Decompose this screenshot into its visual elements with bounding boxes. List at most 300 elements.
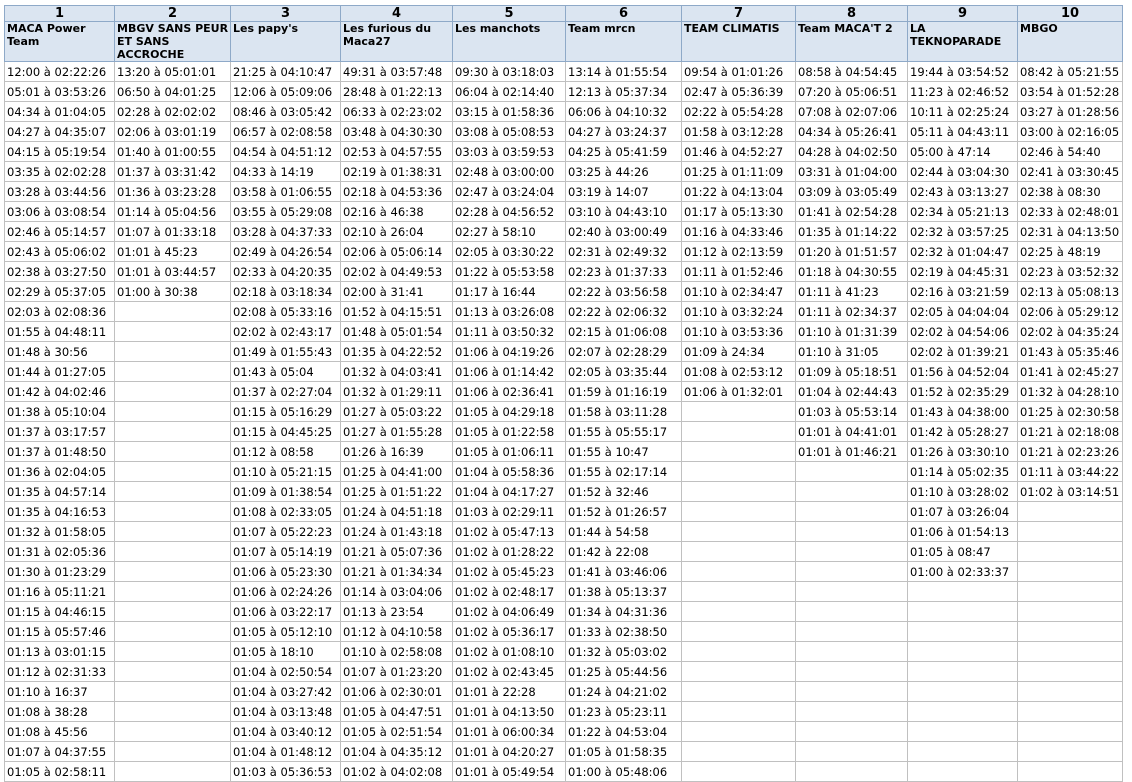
time-cell[interactable]: 02:53 à 04:57:55 [341,142,453,162]
time-cell[interactable]: 01:25 à 04:41:00 [341,462,453,482]
time-cell[interactable]: 04:34 à 01:04:05 [5,102,115,122]
time-cell[interactable]: 01:42 à 22:08 [566,542,682,562]
time-cell[interactable]: 01:24 à 01:43:18 [341,522,453,542]
time-cell[interactable]: 01:09 à 24:34 [682,342,796,362]
time-cell[interactable]: 01:07 à 04:37:55 [5,742,115,762]
time-cell[interactable]: 02:41 à 03:30:45 [1018,162,1123,182]
time-cell[interactable]: 02:16 à 03:21:59 [908,282,1018,302]
time-cell[interactable]: 05:00 à 47:14 [908,142,1018,162]
time-cell[interactable]: 01:41 à 02:54:28 [796,202,908,222]
time-cell[interactable]: 02:44 à 03:04:30 [908,162,1018,182]
time-cell[interactable]: 01:32 à 05:03:02 [566,642,682,662]
time-cell[interactable]: 02:46 à 05:14:57 [5,222,115,242]
time-cell[interactable]: 02:32 à 01:04:47 [908,242,1018,262]
time-cell[interactable]: 01:56 à 04:52:04 [908,362,1018,382]
time-cell[interactable] [796,742,908,762]
time-cell[interactable]: 01:11 à 03:50:32 [453,322,566,342]
time-cell[interactable]: 01:08 à 02:33:05 [231,502,341,522]
time-cell[interactable]: 02:47 à 05:36:39 [682,82,796,102]
time-cell[interactable]: 01:00 à 02:33:37 [908,562,1018,582]
time-cell[interactable] [908,742,1018,762]
time-cell[interactable]: 01:10 à 31:05 [796,342,908,362]
time-cell[interactable]: 03:08 à 05:08:53 [453,122,566,142]
time-cell[interactable]: 01:21 à 01:34:34 [341,562,453,582]
time-cell[interactable]: 02:06 à 03:01:19 [115,122,231,142]
time-cell[interactable]: 01:26 à 03:30:10 [908,442,1018,462]
time-cell[interactable] [682,642,796,662]
time-cell[interactable] [796,482,908,502]
time-cell[interactable]: 02:38 à 03:27:50 [5,262,115,282]
time-cell[interactable]: 01:38 à 05:10:04 [5,402,115,422]
time-cell[interactable]: 03:00 à 02:16:05 [1018,122,1123,142]
time-cell[interactable] [682,462,796,482]
time-cell[interactable]: 01:06 à 01:54:13 [908,522,1018,542]
time-cell[interactable]: 01:04 à 01:48:12 [231,742,341,762]
time-cell[interactable]: 01:01 à 01:46:21 [796,442,908,462]
time-cell[interactable]: 03:10 à 04:43:10 [566,202,682,222]
time-cell[interactable]: 01:32 à 01:58:05 [5,522,115,542]
time-cell[interactable]: 02:02 à 04:49:53 [341,262,453,282]
time-cell[interactable] [1018,562,1123,582]
time-cell[interactable]: 01:07 à 05:14:19 [231,542,341,562]
time-cell[interactable]: 02:25 à 48:19 [1018,242,1123,262]
time-cell[interactable]: 01:24 à 04:21:02 [566,682,682,702]
time-cell[interactable]: 01:37 à 03:31:42 [115,162,231,182]
time-cell[interactable] [1018,742,1123,762]
column-number-cell[interactable]: 10 [1018,6,1123,22]
time-cell[interactable]: 01:21 à 02:23:26 [1018,442,1123,462]
time-cell[interactable]: 04:25 à 05:41:59 [566,142,682,162]
time-cell[interactable]: 01:31 à 02:05:36 [5,542,115,562]
time-cell[interactable]: 01:02 à 01:28:22 [453,542,566,562]
column-number-cell[interactable]: 2 [115,6,231,22]
time-cell[interactable]: 03:35 à 02:02:28 [5,162,115,182]
time-cell[interactable]: 01:58 à 03:12:28 [682,122,796,142]
time-cell[interactable]: 01:05 à 01:22:58 [453,422,566,442]
time-cell[interactable]: 01:40 à 01:00:55 [115,142,231,162]
time-cell[interactable]: 02:05 à 03:35:44 [566,362,682,382]
time-cell[interactable]: 01:52 à 04:15:51 [341,302,453,322]
time-cell[interactable]: 01:15 à 05:16:29 [231,402,341,422]
time-cell[interactable]: 01:06 à 02:36:41 [453,382,566,402]
time-cell[interactable]: 02:00 à 31:41 [341,282,453,302]
time-cell[interactable]: 01:04 à 02:44:43 [796,382,908,402]
time-cell[interactable] [682,582,796,602]
time-cell[interactable] [796,682,908,702]
time-cell[interactable]: 03:54 à 01:52:28 [1018,82,1123,102]
time-cell[interactable]: 01:10 à 05:21:15 [231,462,341,482]
column-number-cell[interactable]: 4 [341,6,453,22]
column-number-cell[interactable]: 1 [5,6,115,22]
time-cell[interactable]: 49:31 à 03:57:48 [341,62,453,82]
time-cell[interactable]: 01:01 à 04:13:50 [453,702,566,722]
time-cell[interactable]: 04:34 à 05:26:41 [796,122,908,142]
team-name-cell[interactable]: Team MACA'T 2 [796,22,908,62]
time-cell[interactable]: 02:47 à 03:24:04 [453,182,566,202]
time-cell[interactable]: 01:03 à 05:36:53 [231,762,341,782]
time-cell[interactable]: 01:07 à 01:23:20 [341,662,453,682]
time-cell[interactable]: 02:40 à 03:00:49 [566,222,682,242]
time-cell[interactable]: 01:32 à 01:29:11 [341,382,453,402]
time-cell[interactable]: 01:07 à 01:33:18 [115,222,231,242]
time-cell[interactable]: 02:02 à 02:43:17 [231,322,341,342]
time-cell[interactable]: 01:09 à 01:38:54 [231,482,341,502]
time-cell[interactable]: 01:55 à 05:55:17 [566,422,682,442]
time-cell[interactable]: 08:58 à 04:54:45 [796,62,908,82]
time-cell[interactable]: 01:27 à 01:55:28 [341,422,453,442]
time-cell[interactable]: 02:13 à 05:08:13 [1018,282,1123,302]
time-cell[interactable]: 01:17 à 05:13:30 [682,202,796,222]
time-cell[interactable]: 01:08 à 02:53:12 [682,362,796,382]
time-cell[interactable] [115,362,231,382]
time-cell[interactable]: 01:55 à 02:17:14 [566,462,682,482]
time-cell[interactable]: 01:34 à 04:31:36 [566,602,682,622]
time-cell[interactable]: 01:13 à 03:01:15 [5,642,115,662]
time-cell[interactable]: 02:31 à 02:49:32 [566,242,682,262]
time-cell[interactable]: 01:10 à 03:53:36 [682,322,796,342]
time-cell[interactable]: 01:11 à 03:44:22 [1018,462,1123,482]
time-cell[interactable]: 01:58 à 03:11:28 [566,402,682,422]
time-cell[interactable]: 01:32 à 04:28:10 [1018,382,1123,402]
time-cell[interactable] [115,342,231,362]
time-cell[interactable] [115,322,231,342]
time-cell[interactable] [115,462,231,482]
time-cell[interactable] [115,642,231,662]
team-name-cell[interactable]: Team mrcn [566,22,682,62]
time-cell[interactable] [682,662,796,682]
time-cell[interactable] [796,702,908,722]
time-cell[interactable]: 13:14 à 01:55:54 [566,62,682,82]
time-cell[interactable]: 01:24 à 04:51:18 [341,502,453,522]
time-cell[interactable]: 01:37 à 03:17:57 [5,422,115,442]
time-cell[interactable] [682,682,796,702]
time-cell[interactable] [796,602,908,622]
time-cell[interactable]: 01:44 à 54:58 [566,522,682,542]
time-cell[interactable]: 01:01 à 06:00:34 [453,722,566,742]
time-cell[interactable]: 01:02 à 05:45:23 [453,562,566,582]
time-cell[interactable]: 01:12 à 02:31:33 [5,662,115,682]
time-cell[interactable]: 02:05 à 04:04:04 [908,302,1018,322]
time-cell[interactable] [908,622,1018,642]
time-cell[interactable]: 01:06 à 05:23:30 [231,562,341,582]
time-cell[interactable]: 01:06 à 02:24:26 [231,582,341,602]
time-cell[interactable] [796,762,908,782]
time-cell[interactable]: 01:14 à 03:04:06 [341,582,453,602]
time-cell[interactable]: 01:01 à 22:28 [453,682,566,702]
time-cell[interactable]: 02:23 à 01:37:33 [566,262,682,282]
time-cell[interactable]: 06:50 à 04:01:25 [115,82,231,102]
time-cell[interactable]: 01:10 à 03:32:24 [682,302,796,322]
time-cell[interactable]: 01:06 à 02:30:01 [341,682,453,702]
time-cell[interactable]: 11:23 à 02:46:52 [908,82,1018,102]
time-cell[interactable]: 01:22 à 05:53:58 [453,262,566,282]
time-cell[interactable] [682,442,796,462]
time-cell[interactable]: 02:05 à 03:30:22 [453,242,566,262]
time-cell[interactable]: 01:35 à 04:16:53 [5,502,115,522]
time-cell[interactable] [115,422,231,442]
time-cell[interactable]: 01:22 à 04:13:04 [682,182,796,202]
time-cell[interactable]: 12:06 à 05:09:06 [231,82,341,102]
time-cell[interactable]: 01:10 à 03:28:02 [908,482,1018,502]
team-name-cell[interactable]: Les furious du Maca27 [341,22,453,62]
team-name-cell[interactable]: MBGO [1018,22,1123,62]
time-cell[interactable]: 28:48 à 01:22:13 [341,82,453,102]
time-cell[interactable]: 01:13 à 23:54 [341,602,453,622]
time-cell[interactable] [908,722,1018,742]
time-cell[interactable]: 01:52 à 02:35:29 [908,382,1018,402]
time-cell[interactable]: 02:08 à 05:33:16 [231,302,341,322]
time-cell[interactable]: 03:15 à 01:58:36 [453,102,566,122]
time-cell[interactable]: 03:58 à 01:06:55 [231,182,341,202]
time-cell[interactable]: 04:28 à 04:02:50 [796,142,908,162]
time-cell[interactable]: 01:16 à 04:33:46 [682,222,796,242]
time-cell[interactable]: 01:16 à 05:11:21 [5,582,115,602]
time-cell[interactable] [908,582,1018,602]
time-cell[interactable]: 01:35 à 04:57:14 [5,482,115,502]
time-cell[interactable]: 01:32 à 04:03:41 [341,362,453,382]
time-cell[interactable] [682,602,796,622]
time-cell[interactable]: 06:57 à 02:08:58 [231,122,341,142]
time-cell[interactable] [908,642,1018,662]
time-cell[interactable]: 01:05 à 04:47:51 [341,702,453,722]
time-cell[interactable]: 01:05 à 01:58:35 [566,742,682,762]
time-cell[interactable]: 02:46 à 54:40 [1018,142,1123,162]
time-cell[interactable] [796,642,908,662]
time-cell[interactable]: 01:10 à 02:58:08 [341,642,453,662]
time-cell[interactable]: 01:02 à 05:36:17 [453,622,566,642]
time-cell[interactable]: 01:43 à 05:35:46 [1018,342,1123,362]
time-cell[interactable]: 02:22 à 03:56:58 [566,282,682,302]
time-cell[interactable]: 01:59 à 01:16:19 [566,382,682,402]
time-cell[interactable] [682,402,796,422]
time-cell[interactable]: 03:55 à 05:29:08 [231,202,341,222]
time-cell[interactable] [796,622,908,642]
team-name-cell[interactable]: LA TEKNOPARADE [908,22,1018,62]
time-cell[interactable]: 01:10 à 02:34:47 [682,282,796,302]
time-cell[interactable]: 01:11 à 01:52:46 [682,262,796,282]
time-cell[interactable]: 01:48 à 05:01:54 [341,322,453,342]
time-cell[interactable] [796,462,908,482]
time-cell[interactable] [682,702,796,722]
time-cell[interactable]: 02:15 à 01:06:08 [566,322,682,342]
time-cell[interactable]: 03:19 à 14:07 [566,182,682,202]
time-cell[interactable]: 10:11 à 02:25:24 [908,102,1018,122]
time-cell[interactable]: 01:14 à 05:04:56 [115,202,231,222]
time-cell[interactable]: 01:12 à 08:58 [231,442,341,462]
time-cell[interactable] [682,482,796,502]
time-cell[interactable]: 01:05 à 08:47 [908,542,1018,562]
time-cell[interactable] [796,722,908,742]
time-cell[interactable]: 01:01 à 45:23 [115,242,231,262]
time-cell[interactable]: 01:05 à 02:51:54 [341,722,453,742]
time-cell[interactable] [682,622,796,642]
time-cell[interactable]: 01:09 à 05:18:51 [796,362,908,382]
time-cell[interactable]: 13:20 à 05:01:01 [115,62,231,82]
time-cell[interactable]: 01:43 à 04:38:00 [908,402,1018,422]
column-number-cell[interactable]: 9 [908,6,1018,22]
time-cell[interactable]: 07:08 à 02:07:06 [796,102,908,122]
time-cell[interactable] [115,722,231,742]
time-cell[interactable]: 01:06 à 01:14:42 [453,362,566,382]
time-cell[interactable]: 01:10 à 01:31:39 [796,322,908,342]
time-cell[interactable]: 01:42 à 04:02:46 [5,382,115,402]
time-cell[interactable]: 09:30 à 03:18:03 [453,62,566,82]
time-cell[interactable]: 01:03 à 02:29:11 [453,502,566,522]
time-cell[interactable]: 02:18 à 03:18:34 [231,282,341,302]
time-cell[interactable]: 03:28 à 04:37:33 [231,222,341,242]
time-cell[interactable]: 02:43 à 03:13:27 [908,182,1018,202]
time-cell[interactable]: 01:05 à 18:10 [231,642,341,662]
time-cell[interactable]: 01:05 à 05:12:10 [231,622,341,642]
time-cell[interactable]: 02:23 à 03:52:32 [1018,262,1123,282]
time-cell[interactable]: 01:35 à 01:14:22 [796,222,908,242]
time-cell[interactable]: 01:01 à 03:44:57 [115,262,231,282]
time-cell[interactable]: 03:48 à 04:30:30 [341,122,453,142]
time-cell[interactable]: 05:11 à 04:43:11 [908,122,1018,142]
time-cell[interactable]: 08:46 à 03:05:42 [231,102,341,122]
time-cell[interactable]: 09:54 à 01:01:26 [682,62,796,82]
time-cell[interactable] [115,482,231,502]
time-cell[interactable]: 01:35 à 04:22:52 [341,342,453,362]
time-cell[interactable] [115,382,231,402]
time-cell[interactable] [908,762,1018,782]
time-cell[interactable] [115,302,231,322]
time-cell[interactable] [682,542,796,562]
time-cell[interactable]: 02:33 à 02:48:01 [1018,202,1123,222]
time-cell[interactable]: 01:23 à 05:23:11 [566,702,682,722]
time-cell[interactable]: 01:36 à 03:23:28 [115,182,231,202]
time-cell[interactable]: 02:10 à 26:04 [341,222,453,242]
time-cell[interactable]: 01:25 à 02:30:58 [1018,402,1123,422]
time-cell[interactable]: 01:20 à 01:51:57 [796,242,908,262]
time-cell[interactable]: 04:27 à 04:35:07 [5,122,115,142]
time-cell[interactable]: 01:22 à 04:53:04 [566,722,682,742]
time-cell[interactable]: 02:22 à 02:06:32 [566,302,682,322]
time-cell[interactable]: 03:06 à 03:08:54 [5,202,115,222]
time-cell[interactable] [115,742,231,762]
time-cell[interactable]: 01:11 à 41:23 [796,282,908,302]
time-cell[interactable] [115,402,231,422]
time-cell[interactable]: 01:04 à 04:17:27 [453,482,566,502]
time-cell[interactable]: 01:26 à 16:39 [341,442,453,462]
time-cell[interactable] [115,582,231,602]
time-cell[interactable]: 12:13 à 05:37:34 [566,82,682,102]
time-cell[interactable]: 01:55 à 10:47 [566,442,682,462]
time-cell[interactable]: 01:37 à 01:48:50 [5,442,115,462]
column-number-cell[interactable]: 8 [796,6,908,22]
time-cell[interactable]: 02:03 à 02:08:36 [5,302,115,322]
time-cell[interactable] [682,762,796,782]
time-cell[interactable]: 02:29 à 05:37:05 [5,282,115,302]
time-cell[interactable]: 01:49 à 01:55:43 [231,342,341,362]
time-cell[interactable] [1018,522,1123,542]
time-cell[interactable]: 01:12 à 04:10:58 [341,622,453,642]
time-cell[interactable]: 02:22 à 05:54:28 [682,102,796,122]
time-cell[interactable]: 06:06 à 04:10:32 [566,102,682,122]
time-cell[interactable]: 01:21 à 05:07:36 [341,542,453,562]
time-cell[interactable]: 01:52 à 32:46 [566,482,682,502]
time-cell[interactable]: 02:28 à 02:02:02 [115,102,231,122]
time-cell[interactable]: 01:04 à 05:58:36 [453,462,566,482]
time-cell[interactable] [908,602,1018,622]
time-cell[interactable] [796,502,908,522]
time-cell[interactable] [908,682,1018,702]
time-cell[interactable]: 01:06 à 03:22:17 [231,602,341,622]
time-cell[interactable]: 04:54 à 04:51:12 [231,142,341,162]
time-cell[interactable]: 02:16 à 46:38 [341,202,453,222]
time-cell[interactable] [1018,682,1123,702]
team-name-cell[interactable]: MACA Power Team [5,22,115,62]
time-cell[interactable]: 01:43 à 05:04 [231,362,341,382]
time-cell[interactable]: 01:08 à 38:28 [5,702,115,722]
time-cell[interactable]: 02:43 à 05:06:02 [5,242,115,262]
time-cell[interactable]: 01:25 à 01:51:22 [341,482,453,502]
time-cell[interactable]: 02:33 à 04:20:35 [231,262,341,282]
time-cell[interactable]: 01:01 à 05:49:54 [453,762,566,782]
time-cell[interactable] [1018,702,1123,722]
time-cell[interactable]: 01:08 à 45:56 [5,722,115,742]
time-cell[interactable]: 01:17 à 16:44 [453,282,566,302]
time-cell[interactable] [115,682,231,702]
time-cell[interactable] [115,662,231,682]
time-cell[interactable]: 03:28 à 03:44:56 [5,182,115,202]
time-cell[interactable]: 01:02 à 04:02:08 [341,762,453,782]
time-cell[interactable] [908,662,1018,682]
time-cell[interactable] [115,542,231,562]
time-cell[interactable]: 01:05 à 01:06:11 [453,442,566,462]
column-number-cell[interactable]: 7 [682,6,796,22]
time-cell[interactable]: 04:15 à 05:19:54 [5,142,115,162]
time-cell[interactable] [796,522,908,542]
time-cell[interactable] [115,442,231,462]
time-cell[interactable]: 02:27 à 58:10 [453,222,566,242]
time-cell[interactable]: 03:03 à 03:59:53 [453,142,566,162]
time-cell[interactable]: 01:04 à 03:40:12 [231,722,341,742]
time-cell[interactable] [1018,762,1123,782]
time-cell[interactable]: 02:02 à 01:39:21 [908,342,1018,362]
time-cell[interactable]: 01:05 à 04:29:18 [453,402,566,422]
time-cell[interactable] [908,702,1018,722]
time-cell[interactable]: 21:25 à 04:10:47 [231,62,341,82]
time-cell[interactable]: 01:07 à 03:26:04 [908,502,1018,522]
time-cell[interactable] [796,662,908,682]
time-cell[interactable]: 01:25 à 05:44:56 [566,662,682,682]
time-cell[interactable]: 01:02 à 02:43:45 [453,662,566,682]
time-cell[interactable]: 06:04 à 02:14:40 [453,82,566,102]
time-cell[interactable]: 01:02 à 01:08:10 [453,642,566,662]
time-cell[interactable]: 01:48 à 30:56 [5,342,115,362]
time-cell[interactable]: 01:41 à 02:45:27 [1018,362,1123,382]
time-cell[interactable] [115,622,231,642]
time-cell[interactable]: 07:20 à 05:06:51 [796,82,908,102]
time-cell[interactable]: 02:02 à 04:35:24 [1018,322,1123,342]
time-cell[interactable]: 01:10 à 16:37 [5,682,115,702]
time-cell[interactable] [115,602,231,622]
time-cell[interactable] [1018,582,1123,602]
time-cell[interactable] [1018,542,1123,562]
time-cell[interactable]: 01:00 à 30:38 [115,282,231,302]
time-cell[interactable]: 01:13 à 03:26:08 [453,302,566,322]
time-cell[interactable]: 02:28 à 04:56:52 [453,202,566,222]
team-name-cell[interactable]: Les papy's [231,22,341,62]
time-cell[interactable]: 02:34 à 05:21:13 [908,202,1018,222]
time-cell[interactable] [1018,642,1123,662]
time-cell[interactable] [682,742,796,762]
time-cell[interactable]: 01:42 à 05:28:27 [908,422,1018,442]
time-cell[interactable]: 02:02 à 04:54:06 [908,322,1018,342]
time-cell[interactable] [682,562,796,582]
time-cell[interactable]: 01:33 à 02:38:50 [566,622,682,642]
